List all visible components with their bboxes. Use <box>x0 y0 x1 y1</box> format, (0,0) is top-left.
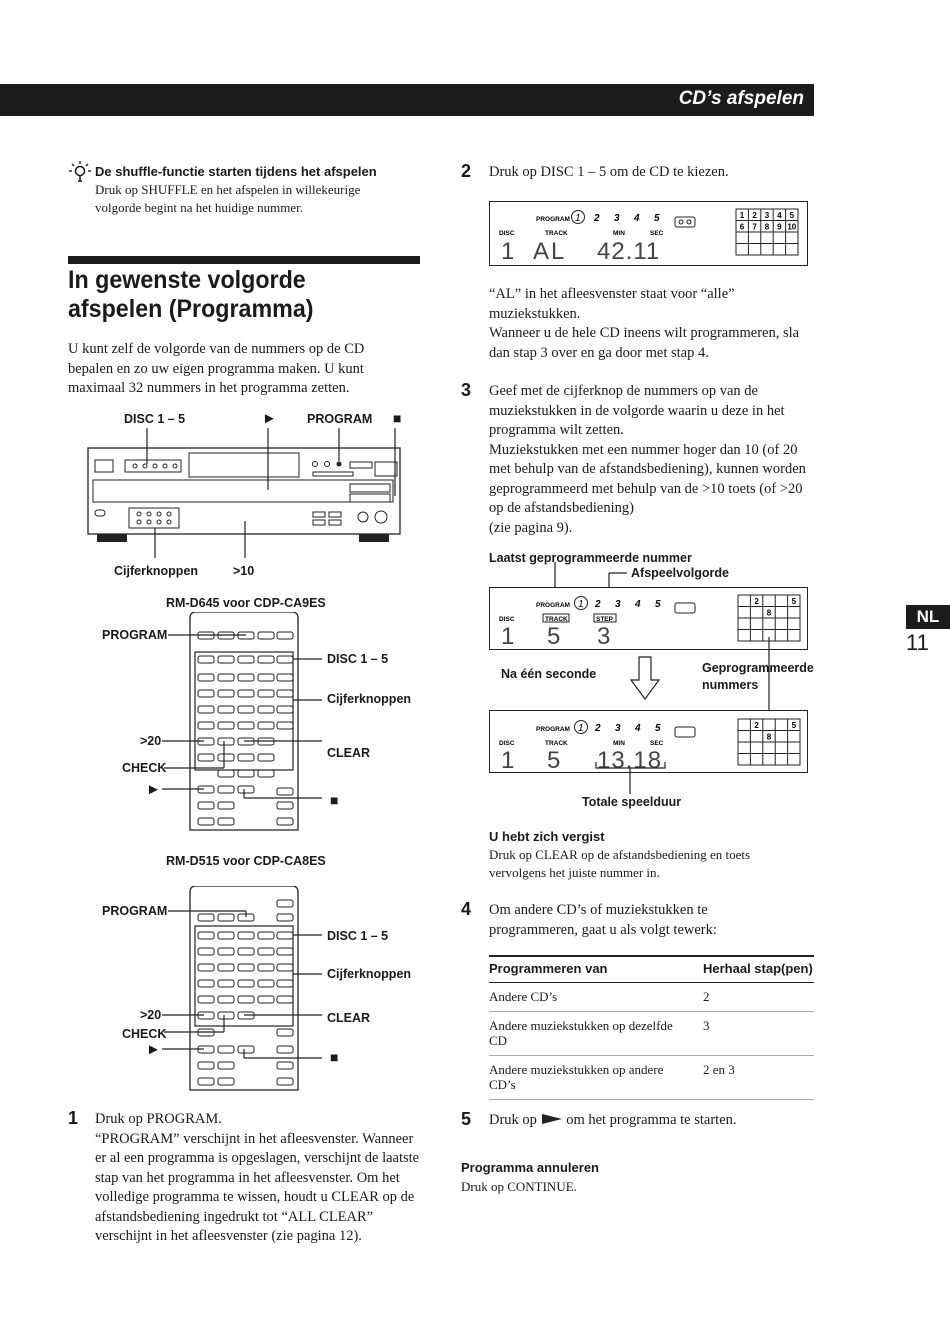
display1-disc-num-4: 4 <box>634 213 640 224</box>
page-header-title: CD’s afspelen <box>678 88 804 109</box>
remote2-diagram <box>140 886 340 1092</box>
display1-grid-1: 1 <box>739 211 745 220</box>
program-table <box>489 955 814 1100</box>
section-title-line2: afspelen (Programma) <box>68 295 314 323</box>
display1-grid-9: 9 <box>777 222 782 232</box>
page-number: 11 <box>906 630 929 655</box>
step5-text <box>489 1111 737 1131</box>
table-row <box>489 1056 814 1100</box>
display2a-disc-num-5: 5 <box>655 599 661 610</box>
display1-disc-num-3: 3 <box>614 213 620 224</box>
step1-text <box>95 1110 420 1247</box>
table-cell: Andere muziekstukken op dezelfde CD <box>489 1012 703 1056</box>
step2-detail-line1: “AL” in het afleesvenster staat voor “alle” muziekstukken. <box>489 286 735 322</box>
table-cell: Andere CD’s <box>489 983 703 1012</box>
label-play-order: Afspeelvolgorde <box>631 566 729 580</box>
step3-number: 3 <box>461 380 472 400</box>
display1-grid-6: 6 <box>739 222 745 232</box>
display2a-track-value: 5 <box>547 623 561 650</box>
display1-grid-10: 10 <box>787 222 797 232</box>
mistake-title: U hebt zich vergist <box>489 829 605 844</box>
display2b-disc-num-1: 1 <box>578 723 584 734</box>
step4-text: Om andere CD’s of muziekstukken te programmeren, gaat u als volgt tewerk: <box>489 902 717 938</box>
label-program: PROGRAM <box>307 412 373 426</box>
display1-disc-num-2: 2 <box>594 213 600 224</box>
label-programmed-line1: Geprogrammeerde <box>702 661 814 675</box>
display2b-grid-2: 2 <box>754 721 759 730</box>
label-after-one-second: Na één seconde <box>501 667 597 681</box>
step3-ref: (zie pagina 9). <box>489 519 573 536</box>
display2b-track-value: 5 <box>547 747 561 774</box>
step3-text <box>489 382 814 538</box>
step3-detail: Muziekstukken met een nummer hoger dan 10 (of 20 met behulp van de afstandsbediening), kunnen worden geprogrammeerd met behulp van de >10 toets (of >20 op de afstandsbediening) <box>489 441 806 516</box>
table-row <box>489 1012 814 1056</box>
display2b-time-value: 13.18 <box>597 747 663 774</box>
display1-sec-label: SEC <box>650 230 664 237</box>
label-disc: DISC 1 – 5 <box>124 412 186 426</box>
display1-grid-8: 8 <box>764 222 770 232</box>
step1-detail: “PROGRAM” verschijnt in het afleesvenster. Wanneer er al een programma is opgeslagen, verschijnt de laatste stap van het programma in het afleesvenster. Om het volledige programma te wissen, houdt u CLEAR op de afstandsbediening ingedrukt tot “ALL CLEAR” verschijnt in het afleesvenster (zie pagina 12). <box>95 1130 420 1244</box>
display2a-disc-num-4: 4 <box>635 599 641 610</box>
display2a-grid-8: 8 <box>766 608 772 618</box>
label-programmed-line2: nummers <box>702 678 759 692</box>
display2b-min-label: MIN <box>613 740 625 747</box>
display1-disc-num-5: 5 <box>654 213 660 224</box>
step1-instruction: Druk op PROGRAM. <box>95 1111 222 1127</box>
table-cell: 2 <box>703 983 814 1012</box>
display2a-track-label: TRACK <box>545 616 568 623</box>
display2b-disc-num-2: 2 <box>595 723 601 734</box>
display1-disc-value: 1 <box>501 238 515 265</box>
remote2-play-label: ► <box>146 1041 161 1058</box>
label-last-programmed: Laatst geprogrammeerde nummer <box>489 551 692 565</box>
display2b-disc-label: DISC <box>499 740 515 747</box>
cancel-title: Programma annuleren <box>461 1160 599 1175</box>
remote1-disc-label: DISC 1 – 5 <box>327 652 389 666</box>
table-header-col1: Programmeren van <box>489 956 703 983</box>
display1-program-label: PROGRAM <box>536 216 570 223</box>
tip-body: Druk op SHUFFLE en het afspelen in willekeurige volgorde begint na het huidige nummer. <box>95 182 361 215</box>
display1-min-label: MIN <box>613 230 625 237</box>
display2b-grid-5: 5 <box>791 721 797 730</box>
label-programmed-numbers <box>702 661 814 692</box>
display2b-disc-value: 1 <box>501 747 515 774</box>
step2-detail-line2: Wanneer u de hele CD ineens wilt programmeren, sla dan stap 3 over en ga door met stap 4. <box>489 325 800 361</box>
section-rule <box>68 256 420 264</box>
section-title-line1: In gewenste volgorde <box>68 266 306 294</box>
table-header-row <box>489 956 814 983</box>
step5-text-before: Druk op <box>489 1112 537 1128</box>
lightbulb-icon <box>68 160 92 184</box>
display2a-disc-num-3: 3 <box>615 599 621 610</box>
display1-grid-2: 2 <box>752 211 757 220</box>
display2a-disc-value: 1 <box>501 623 515 650</box>
remote1-stop-label: ■ <box>330 792 339 808</box>
display1-grid-4: 4 <box>777 211 782 220</box>
step1-number: 1 <box>68 1108 79 1128</box>
display2b-disc-num-5: 5 <box>655 723 661 734</box>
step3-instruction: Geef met de cijferknop de nummers op van de muziekstukken in de volgorde waarin u deze in het programma wilt zetten. <box>489 383 785 438</box>
display2b-grid-8: 8 <box>766 732 772 742</box>
cd-player-diagram <box>85 428 415 558</box>
remote1-diagram <box>140 612 340 832</box>
display2a-disc-label: DISC <box>499 616 515 623</box>
label-play: ► <box>262 410 277 427</box>
section-intro: U kunt zelf de volgorde van de nummers op de CD bepalen en zo uw eigen programma maken. U kunt maximaal 32 nummers in het programma zetten. <box>68 341 365 396</box>
step5-number: 5 <box>461 1109 472 1129</box>
language-tab: NL <box>906 605 950 629</box>
remote1-numbers-label: Cijferknoppen <box>327 692 412 706</box>
display1-disc-label: DISC <box>499 230 515 237</box>
remote2-numbers-label: Cijferknoppen <box>327 967 412 981</box>
play-icon <box>541 1113 563 1125</box>
display1-grid-3: 3 <box>764 211 770 220</box>
display2a-disc-num-1: 1 <box>578 599 584 610</box>
display2a-disc-num-2: 2 <box>595 599 601 610</box>
remote1-play-label: ► <box>146 781 161 798</box>
remote2-check-label: CHECK <box>122 1027 167 1041</box>
remote2-stop-label: ■ <box>330 1049 339 1065</box>
section-title <box>68 266 403 324</box>
down-arrow-icon <box>631 657 659 699</box>
display2b-disc-num-3: 3 <box>615 723 621 734</box>
table-cell: 2 en 3 <box>703 1056 814 1100</box>
display1-track-value: AL <box>533 238 567 265</box>
remote1-program-label: PROGRAM <box>102 628 168 642</box>
label-total-time: Totale speelduur <box>582 795 682 809</box>
display1-grid-7: 7 <box>752 222 757 232</box>
tip-title: De shuffle-functie starten tijdens het afspelen <box>95 164 377 179</box>
remote1-clear-label: CLEAR <box>327 746 371 760</box>
step4-number: 4 <box>461 899 472 919</box>
step2-detail <box>489 285 814 363</box>
step2-number: 2 <box>461 161 472 181</box>
remote2-clear-label: CLEAR <box>327 1011 371 1025</box>
display1-grid-5: 5 <box>789 211 795 220</box>
display2b-program-label: PROGRAM <box>536 726 570 733</box>
display1-disc-num-1: 1 <box>575 213 581 224</box>
step5-text-after: om het programma te starten. <box>566 1112 737 1128</box>
remote1-title: RM-D645 voor CDP-CA9ES <box>166 596 326 610</box>
remote1-gt20-label: >20 <box>140 734 162 748</box>
display2a-step-value: 3 <box>597 623 611 650</box>
step2-text: Druk op DISC 1 – 5 om de CD te kiezen. <box>489 164 729 180</box>
display1-time-value: 42.11 <box>597 238 661 265</box>
display2a-grid-5: 5 <box>791 597 797 606</box>
remote2-disc-label: DISC 1 – 5 <box>327 929 389 943</box>
label-numbers: Cijferknoppen <box>114 564 199 578</box>
display1-track-label: TRACK <box>545 230 568 237</box>
display2b-disc-num-4: 4 <box>635 723 641 734</box>
remote2-gt20-label: >20 <box>140 1008 162 1022</box>
label-gt10: >10 <box>233 564 255 578</box>
remote1-check-label: CHECK <box>122 761 167 775</box>
display-panel-1 <box>489 201 809 267</box>
table-header-col2: Herhaal stap(pen) <box>703 956 814 983</box>
display2b-sec-label: SEC <box>650 740 664 747</box>
label-stop: ■ <box>393 410 402 426</box>
display2a-step-label: STEP <box>596 616 613 623</box>
display2b-track-label: TRACK <box>545 740 568 747</box>
remote2-title: RM-D515 voor CDP-CA8ES <box>166 854 326 868</box>
table-cell: Andere muziekstukken op andere CD’s <box>489 1056 703 1100</box>
display2a-program-label: PROGRAM <box>536 602 570 609</box>
table-cell: 3 <box>703 1012 814 1056</box>
table-row <box>489 983 814 1012</box>
remote2-program-label: PROGRAM <box>102 904 168 918</box>
cancel-body: Druk op CONTINUE. <box>461 1179 577 1194</box>
display2a-grid-2: 2 <box>754 597 759 606</box>
mistake-body: Druk op CLEAR op de afstandsbediening en toets vervolgens het juiste nummer in. <box>489 847 751 880</box>
